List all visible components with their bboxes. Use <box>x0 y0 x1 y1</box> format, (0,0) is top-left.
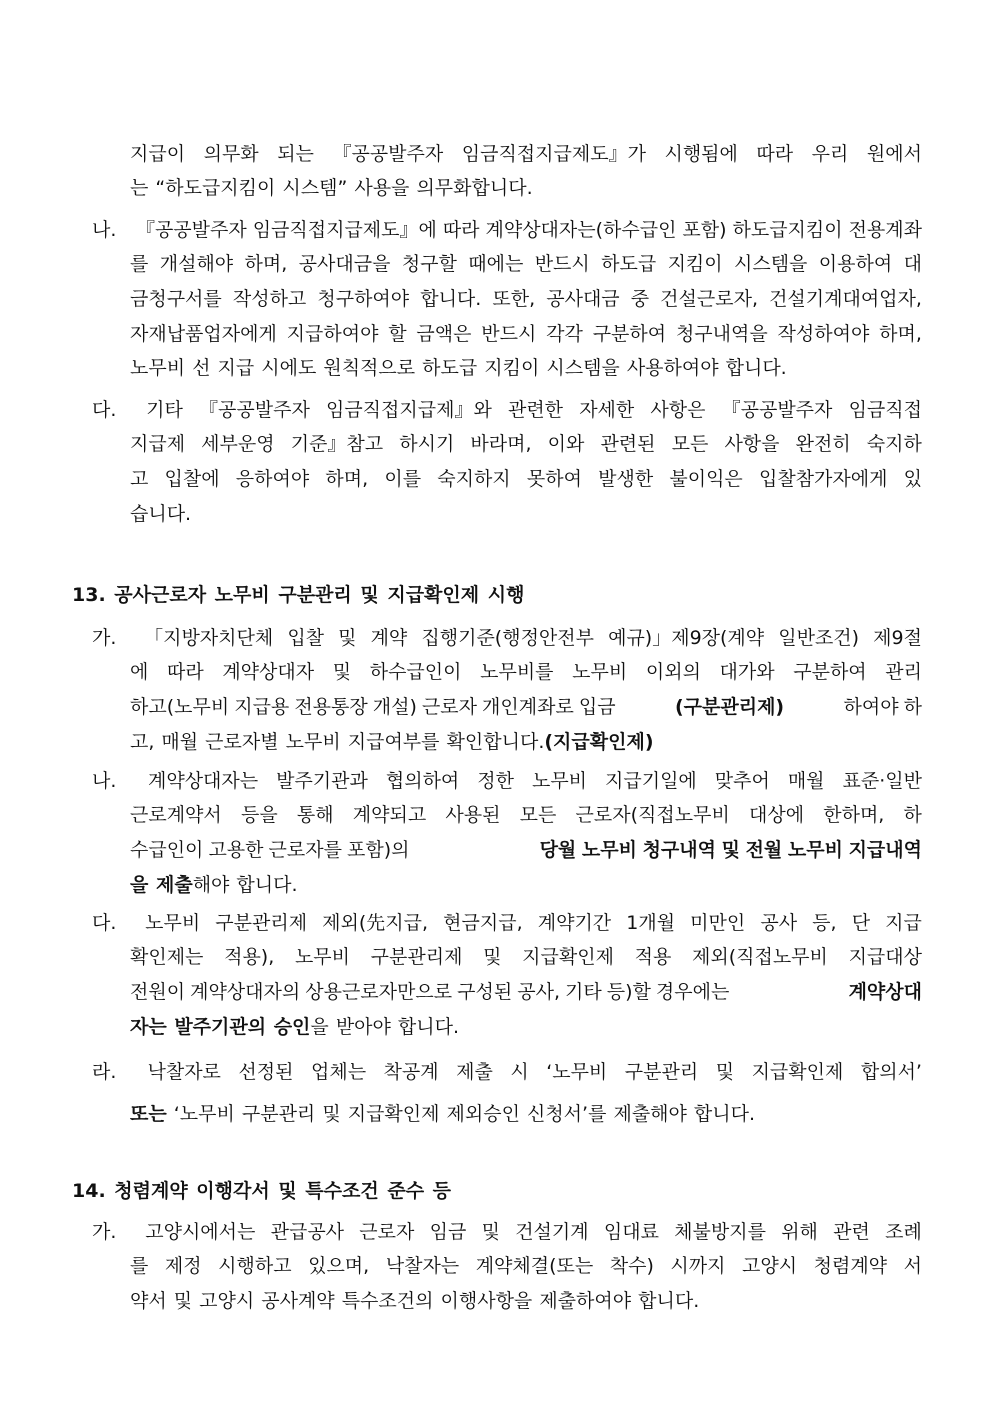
word: 사항을 <box>724 433 780 456</box>
text-line: 습니다. <box>130 502 192 525</box>
word: 체불방지를 <box>674 1220 766 1243</box>
item-da-wage-system <box>92 391 922 529</box>
word: 반드시 <box>534 253 590 276</box>
text-line <box>130 866 922 901</box>
word: 기준』참고 <box>290 433 384 456</box>
word: 구분관리 <box>624 1060 699 1083</box>
word: 임금직접지급제도』가 <box>461 142 646 165</box>
word: 하도급지킴이 <box>732 218 843 241</box>
list-marker: 나. <box>92 218 117 241</box>
text-line <box>92 391 922 426</box>
text-segment: 을 받아야 합니다. <box>310 1015 460 1038</box>
word: 및 <box>338 626 357 649</box>
text-segment: 전원이 계약상대자의 상용근로자만으로 구성된 공사, 기타 등)할 경우에는 <box>130 980 730 1003</box>
word: 대 <box>903 253 922 276</box>
word: 자재납품업자에게 <box>130 322 277 345</box>
text-line <box>130 831 922 866</box>
bold-segment: (지급확인제) <box>544 730 654 753</box>
item-13-ra <box>92 1053 922 1130</box>
word: 반드시 <box>481 322 537 345</box>
word: 낙찰자는 <box>385 1255 460 1278</box>
word: 이를 <box>384 467 422 490</box>
text-line: 노무비 선 지급 시에도 원칙적으로 하도급 지킴이 시스템을 사용하여야 합니다. <box>130 357 787 380</box>
bold-segment: 자는 발주기관의 승인 <box>130 1015 311 1038</box>
word: 합니다. <box>420 287 482 310</box>
word: 고양시에서는 <box>145 1220 256 1243</box>
word: 근로계약서 <box>130 804 222 827</box>
word: 위해 <box>781 1220 818 1243</box>
word: 대상에 <box>748 804 805 827</box>
word: 지급기일에 <box>605 769 697 792</box>
word: 『공공발주자 <box>721 398 833 421</box>
word: 시까지 <box>670 1255 726 1278</box>
bold-segment: (구분관리제) <box>674 695 785 718</box>
word: 『공공발주자 <box>332 142 444 165</box>
word: 하 <box>903 804 922 827</box>
word: 숙지하 <box>866 433 922 456</box>
word: 할 <box>388 322 407 345</box>
word: 통해 <box>296 804 334 827</box>
item-13-ga <box>92 619 922 757</box>
word: 계약체결(또는 <box>475 1255 594 1278</box>
word: 완전히 <box>795 433 851 456</box>
word: 청구하여야 <box>317 287 410 310</box>
word: 모든 <box>671 433 709 456</box>
word: 협의하여 <box>385 769 460 792</box>
word: 금청구서를 <box>130 287 222 310</box>
text-line <box>130 246 922 281</box>
word: 건설근로자, <box>660 287 758 310</box>
word: 근로자 <box>359 1220 415 1243</box>
word: 제정 <box>164 1255 202 1278</box>
text-line <box>92 211 922 246</box>
text-line <box>92 1053 922 1088</box>
word: 단 <box>851 911 871 934</box>
word: 하며, <box>244 253 288 276</box>
text-line <box>130 135 922 170</box>
word: 우리 <box>811 142 849 165</box>
word: 각각 <box>546 322 583 345</box>
text-line <box>92 904 922 939</box>
word: 중 <box>630 287 650 310</box>
bold-segment: 또는 <box>130 1103 167 1126</box>
text-line <box>130 939 922 974</box>
word: 지급하여야 <box>286 322 379 345</box>
word: 구분하여 <box>793 661 867 684</box>
text-segment: ‘노무비 구분관리 및 지급확인제 제외승인 신청서’를 제출해야 합니다. <box>173 1103 756 1126</box>
word: 임금직접 <box>848 398 922 421</box>
word: 낙찰자로 <box>147 1060 221 1083</box>
word: 지급대상 <box>848 946 922 969</box>
word: 금액은 <box>416 322 472 345</box>
word: 발주기관과 <box>276 769 368 792</box>
word: 사항은 <box>650 398 706 421</box>
list-marker: 다. <box>92 911 117 934</box>
word: 하시기 <box>399 433 455 456</box>
word: 미만인 <box>690 911 746 934</box>
word: 계약기간 <box>537 911 612 934</box>
word: 개설해야 <box>159 253 234 276</box>
word: 건설기계 <box>515 1220 589 1243</box>
word: 구분관리제 <box>215 911 308 934</box>
word: 지급확인제 <box>522 946 614 969</box>
word: 를 <box>130 1255 149 1278</box>
word: 지급 <box>885 911 922 934</box>
text-line: 약서 및 고양시 공사계약 특수조건의 이행사항을 제출하여야 합니다. <box>130 1289 700 1312</box>
word: 착수) <box>609 1255 654 1278</box>
word: 시 <box>510 1060 529 1083</box>
word: 관련된 <box>600 433 656 456</box>
word: 있 <box>903 467 922 490</box>
word: 노무비를 <box>480 661 554 684</box>
word: 임금직접지급제도』에 <box>252 218 437 241</box>
word: 따라 <box>756 142 794 165</box>
word: 「지방자치단체 <box>144 626 274 649</box>
word: 고 <box>130 467 149 490</box>
word: 조례 <box>885 1220 922 1243</box>
word: 계약되고 <box>352 804 427 827</box>
text-line <box>130 723 922 758</box>
text-line <box>130 654 922 689</box>
word: 발생한 <box>598 467 654 490</box>
word: 노무비 <box>294 946 350 969</box>
word: 정한 <box>477 769 514 792</box>
word: 『공공발주자 <box>135 218 247 241</box>
word: 맞추어 <box>714 769 770 792</box>
text-line <box>130 1248 922 1283</box>
word: 응하여야 <box>235 467 310 490</box>
word: 하며, <box>879 322 922 345</box>
section-14-heading: 14. 청렴계약 이행각서 및 특수조건 준수 등 <box>72 1180 452 1202</box>
text-line <box>130 973 922 1008</box>
word: 모든 <box>519 804 557 827</box>
text-line <box>92 762 922 797</box>
text-line <box>130 1008 922 1043</box>
text-line <box>92 1213 922 1248</box>
word: 건설기계대여업자, <box>769 287 922 310</box>
text-line <box>130 315 922 350</box>
word: 관급공사 <box>270 1220 345 1243</box>
text-line: 는 “하도급지킴이 시스템” 사용을 의무화합니다. <box>130 177 533 200</box>
word: 지급확인제 <box>751 1060 844 1083</box>
bold-segment: 당월 노무비 청구내역 및 전월 노무비 지급내역 <box>539 838 922 861</box>
word: 입찰에 <box>164 467 220 490</box>
word: 구분관리제 <box>370 946 463 969</box>
word: 되는 <box>277 142 314 165</box>
word: 공사대금을 <box>298 253 391 276</box>
word: 선정된 <box>238 1060 294 1083</box>
word: 대가와 <box>719 661 775 684</box>
word: 및 <box>332 661 352 684</box>
word: 계약상대자는 <box>147 769 259 792</box>
item-14-ga <box>92 1213 922 1317</box>
word: 청구할 <box>401 253 457 276</box>
word: 제외(직접노무비 <box>692 946 828 969</box>
word: 를 <box>130 253 149 276</box>
word: 세부운영 <box>201 433 275 456</box>
word: 착공계 <box>383 1060 439 1083</box>
word: 서 <box>903 1255 922 1278</box>
section-13-heading: 13. 공사근로자 노무비 구분관리 및 지급확인제 시행 <box>72 584 525 606</box>
word: 청렴계약 <box>813 1255 888 1278</box>
word: 업체는 <box>310 1060 367 1083</box>
word: 있으며, <box>308 1255 370 1278</box>
word: 전용계좌 <box>848 218 922 241</box>
word: 계약상대자 <box>222 661 315 684</box>
word: 작성하여야 <box>777 322 870 345</box>
item-na-hadogeup <box>92 211 922 384</box>
word: 적용 <box>634 946 672 969</box>
word: 하수급인이 <box>369 661 462 684</box>
word: 시행됨에 <box>664 142 738 165</box>
bold-segment: 을 제출 <box>130 873 193 896</box>
word: 관련한 <box>507 398 564 421</box>
word: 제출 <box>456 1060 493 1083</box>
word: 의무화 <box>203 142 259 165</box>
word: 기타 <box>146 398 183 421</box>
text-segment: 하여야 하 <box>843 695 922 718</box>
word: 한하며, <box>823 804 885 827</box>
text-line <box>130 280 922 315</box>
list-marker: 다. <box>92 398 117 421</box>
word: 제9절 <box>873 626 922 649</box>
word: 『공공발주자 <box>199 398 310 421</box>
word: 또한, <box>492 287 536 310</box>
word: 못하여 <box>526 467 582 490</box>
word: 매월 <box>787 769 825 792</box>
word: 따라 <box>442 218 480 241</box>
item-13-da <box>92 904 922 1042</box>
item-13-na <box>92 762 922 900</box>
word: 에 <box>130 661 149 684</box>
word: 임금직접지급제』와 <box>325 398 492 421</box>
word: 이용하여 <box>818 253 893 276</box>
word: 입찰 <box>287 626 325 649</box>
word: 포함) <box>682 218 727 241</box>
word: 계약 <box>370 626 408 649</box>
word: 지킴이 <box>667 253 723 276</box>
word: 입찰참가자에게 <box>758 467 888 490</box>
word: 따라 <box>166 661 204 684</box>
text-line <box>130 797 922 832</box>
word: 관리 <box>885 661 922 684</box>
list-marker: 가. <box>92 626 117 649</box>
word: 노무비 <box>145 911 201 934</box>
list-marker: 나. <box>92 769 117 792</box>
word: 일반조건) <box>778 626 860 649</box>
word: 근로자(직접노무비 <box>575 804 730 827</box>
text-line <box>92 619 922 654</box>
word: 표준·일반 <box>842 769 922 792</box>
word: 및 <box>481 1220 500 1243</box>
text-line <box>130 460 922 495</box>
word: 시스템을 <box>734 253 808 276</box>
word: 불이익은 <box>669 467 743 490</box>
list-marker: 라. <box>92 1060 117 1083</box>
word: 구분하여 <box>592 322 667 345</box>
text-segment: 해야 합니다. <box>192 873 298 896</box>
bold-segment: 계약상대 <box>848 980 922 1003</box>
word: 지급이 <box>130 142 186 165</box>
word: 1개월 <box>626 911 676 934</box>
word: 하며, <box>325 467 369 490</box>
word: 바라며, <box>470 433 532 456</box>
text-segment: 고, 매월 근로자별 노무비 지급여부를 확인합니다. <box>130 730 545 753</box>
word: 임대료 <box>603 1220 659 1243</box>
word: 공사 <box>760 911 798 934</box>
word: 노무비 <box>531 769 588 792</box>
word: 때에는 <box>468 253 524 276</box>
word: 자세한 <box>579 398 635 421</box>
word: 청구내역을 <box>675 322 768 345</box>
word: 숙지하지 <box>437 467 511 490</box>
word: 시행하고 <box>218 1255 292 1278</box>
word: 하도급 <box>601 253 657 276</box>
word: 이외의 <box>645 661 701 684</box>
text-line <box>130 688 922 723</box>
word: 계약상대자는(하수급인 <box>485 218 677 241</box>
word: 사용된 <box>445 804 501 827</box>
word: 노무비 <box>572 661 628 684</box>
word: 임금 <box>429 1220 467 1243</box>
word: 현금지급, <box>443 911 523 934</box>
word: 이와 <box>547 433 585 456</box>
word: 집행기준(행정안전부 <box>421 626 594 649</box>
continuation-paragraph <box>92 135 922 204</box>
word: ‘노무비 <box>546 1060 608 1083</box>
word: 예규)」제9장(계약 <box>608 626 765 649</box>
word: 공사대금 <box>546 287 620 310</box>
list-marker: 가. <box>92 1220 117 1243</box>
word: 관련 <box>833 1220 870 1243</box>
word: 원에서 <box>866 142 922 165</box>
word: 등, <box>812 911 837 934</box>
text-line <box>130 426 922 461</box>
word: 적용), <box>224 946 275 969</box>
word: 지급제 <box>130 433 186 456</box>
word: 고양시 <box>742 1255 798 1278</box>
word: 및 <box>715 1060 735 1083</box>
text-segment: 하고(노무비 지급용 전용통장 개설) 근로자 개인계좌로 입금 <box>130 695 616 718</box>
word: 및 <box>483 946 502 969</box>
text-segment: 수급인이 고용한 근로자를 포함)의 <box>130 838 410 861</box>
word: 제외(先지급, <box>322 911 429 934</box>
word: 합의서’ <box>860 1060 922 1083</box>
text-line <box>130 1096 922 1131</box>
word: 작성하고 <box>232 287 307 310</box>
word: 확인제는 <box>130 946 204 969</box>
word: 등을 <box>240 804 278 827</box>
